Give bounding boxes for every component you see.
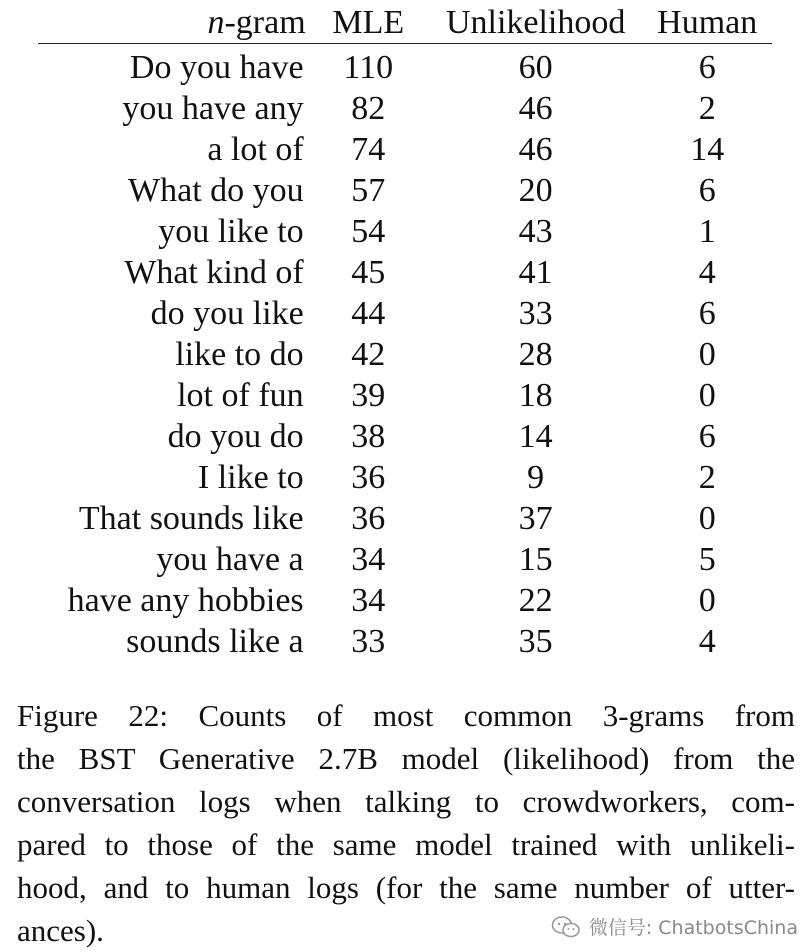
cell-mle: 36 <box>351 459 386 496</box>
cell-mle: 34 <box>351 541 386 578</box>
cell-mle: 82 <box>351 90 386 127</box>
cell-human: 4 <box>698 254 716 291</box>
cell-human: 1 <box>698 213 716 250</box>
cell-mle: 57 <box>351 172 386 209</box>
caption-line: ances). <box>17 913 104 948</box>
cell-mle: 33 <box>351 623 386 660</box>
cell-human: 0 <box>698 500 716 537</box>
table-row <box>38 170 772 211</box>
cell-ngram: you have a <box>156 541 304 578</box>
caption-line: pared to those of the same model trained with unlikeli- <box>17 827 795 862</box>
cell-ngram: lot of fun <box>177 377 304 414</box>
cell-mle: 34 <box>351 582 386 619</box>
header-ngram-n: n <box>207 4 225 41</box>
cell-unlikelihood: 60 <box>518 49 553 86</box>
cell-mle: 39 <box>351 377 386 414</box>
table-row <box>38 416 772 457</box>
table-row <box>38 334 772 375</box>
cell-unlikelihood: 46 <box>518 131 553 168</box>
caption-line: hood, and to human logs (for the same number of utter- <box>17 870 795 905</box>
caption-line: the BST Generative 2.7B model (likelihood) from the <box>17 741 795 776</box>
cell-human: 0 <box>698 336 716 373</box>
caption-line: Figure 22: Counts of most common 3-grams from <box>17 698 795 733</box>
cell-ngram: you have any <box>122 90 304 127</box>
cell-mle: 36 <box>351 500 386 537</box>
cell-human: 2 <box>698 90 716 127</box>
watermark-text: 微信号: ChatbotsChina <box>588 917 798 939</box>
cell-human: 6 <box>698 49 716 86</box>
cell-ngram: a lot of <box>207 131 304 168</box>
cell-human: 0 <box>698 377 716 414</box>
table-row <box>38 580 772 621</box>
cell-ngram: you like to <box>158 213 304 250</box>
header-unlikelihood: Unlikelihood <box>445 4 626 41</box>
table-row <box>38 129 772 170</box>
table-header <box>38 2 772 44</box>
header-ngram <box>38 2 308 44</box>
cell-human: 6 <box>698 418 716 455</box>
header-mle: MLE <box>332 4 405 41</box>
cell-human: 6 <box>698 172 716 209</box>
cell-mle: 54 <box>351 213 386 250</box>
caption-line: conversation logs when talking to crowdworkers, com- <box>17 784 795 819</box>
cell-unlikelihood: 41 <box>518 254 553 291</box>
cell-mle: 110 <box>343 49 394 86</box>
table-row <box>38 252 772 293</box>
cell-mle: 42 <box>351 336 386 373</box>
table-row <box>38 539 772 580</box>
table-row <box>38 498 772 539</box>
cell-unlikelihood: 33 <box>518 295 553 332</box>
cell-human: 5 <box>698 541 716 578</box>
cell-unlikelihood: 18 <box>518 377 553 414</box>
ngram-counts-table <box>38 2 772 662</box>
table-row <box>38 621 772 662</box>
cell-unlikelihood: 43 <box>518 213 553 250</box>
cell-human: 4 <box>698 623 716 660</box>
cell-ngram: do you do <box>167 418 304 455</box>
table-row <box>38 375 772 416</box>
cell-unlikelihood: 9 <box>527 459 545 496</box>
cell-unlikelihood: 37 <box>518 500 553 537</box>
cell-ngram: sounds like a <box>126 623 304 660</box>
cell-unlikelihood: 46 <box>518 90 553 127</box>
cell-ngram: have any hobbies <box>67 582 304 619</box>
cell-mle: 38 <box>351 418 386 455</box>
cell-human: 6 <box>698 295 716 332</box>
wechat-watermark <box>551 913 798 940</box>
cell-mle: 45 <box>351 254 386 291</box>
cell-ngram: What kind of <box>124 254 304 291</box>
table-row <box>38 293 772 334</box>
table-row <box>38 88 772 129</box>
cell-unlikelihood: 20 <box>518 172 553 209</box>
cell-unlikelihood: 14 <box>518 418 553 455</box>
table-body <box>38 44 772 663</box>
wechat-icon <box>551 915 581 939</box>
header-human: Human <box>657 4 758 41</box>
cell-ngram: do you like <box>150 295 304 332</box>
cell-human: 14 <box>690 131 725 168</box>
cell-ngram: What do you <box>128 172 304 209</box>
cell-mle: 74 <box>351 131 386 168</box>
table-row <box>38 457 772 498</box>
cell-ngram: I like to <box>197 459 304 496</box>
cell-ngram: like to do <box>175 336 304 373</box>
cell-ngram: That sounds like <box>78 500 304 537</box>
table-row <box>38 44 772 89</box>
header-ngram-suffix: -gram <box>224 4 306 41</box>
cell-unlikelihood: 15 <box>518 541 553 578</box>
cell-unlikelihood: 22 <box>518 582 553 619</box>
cell-unlikelihood: 28 <box>518 336 553 373</box>
cell-unlikelihood: 35 <box>518 623 553 660</box>
cell-human: 2 <box>698 459 716 496</box>
cell-human: 0 <box>698 582 716 619</box>
header-row <box>38 2 772 44</box>
cell-ngram: Do you have <box>129 49 304 86</box>
table-row <box>38 211 772 252</box>
cell-mle: 44 <box>351 295 386 332</box>
